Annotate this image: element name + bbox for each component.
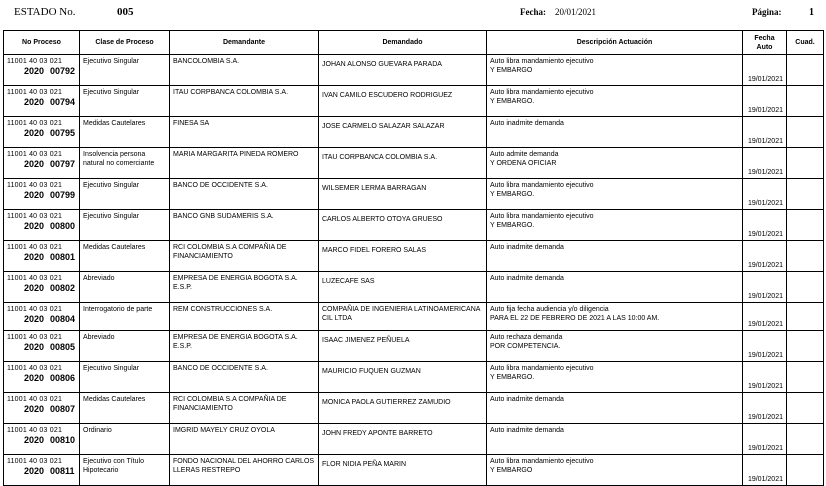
clase-text: Ejecutivo Singular [83, 365, 140, 372]
actuacion-line: Auto libra mandamiento ejecutivo [490, 182, 594, 189]
proceso-code: 11001 40 03 021 [7, 396, 63, 403]
cell-no-proceso [4, 148, 80, 179]
proceso-number [7, 342, 79, 353]
proceso-num: 00811 [50, 466, 75, 476]
actuacion-line: Y EMBARGO. [490, 222, 535, 229]
demandado-text: ITAU CORPBANCA COLOMBIA S.A. [322, 154, 438, 161]
demandado-text: FLOR NIDIA PEÑA MARIN [322, 461, 407, 468]
clase-text: Medidas Cautelares [83, 396, 146, 403]
cell-demandante [170, 393, 319, 424]
actuacion-line: Auto libra mandamiento ejecutivo [490, 213, 594, 220]
proceso-year: 2020 [24, 128, 45, 138]
cell-fecha-auto [743, 210, 787, 241]
cell-clase [80, 303, 170, 331]
proceso-year: 2020 [24, 66, 45, 76]
proceso-year: 2020 [24, 190, 45, 200]
proceso-year: 2020 [24, 97, 45, 107]
proceso-number [7, 159, 79, 170]
proceso-year: 2020 [24, 342, 45, 352]
proceso-num: 00800 [50, 221, 76, 231]
cell-cuad [787, 362, 824, 393]
cell-descripcion [487, 393, 743, 424]
proceso-year: 2020 [24, 435, 45, 445]
cell-demandado [319, 455, 487, 486]
clase-text: Ejecutivo Singular [83, 89, 140, 96]
proceso-num: 00795 [50, 128, 76, 138]
clase-text: Ejecutivo con Título Hipotecario [83, 458, 144, 474]
proceso-num: 00805 [50, 342, 76, 352]
cell-fecha-auto [743, 331, 787, 362]
estado-number: 005 [117, 6, 134, 18]
actuacion-line: Y EMBARGO [490, 67, 533, 74]
proceso-num: 00810 [50, 435, 76, 445]
clase-text: Ejecutivo Singular [83, 213, 140, 220]
proceso-num: 00802 [50, 283, 76, 293]
cell-fecha-auto [743, 179, 787, 210]
cell-no-proceso [4, 86, 80, 117]
cell-no-proceso [4, 179, 80, 210]
cell-demandante [170, 148, 319, 179]
proceso-num: 00801 [50, 252, 76, 262]
proceso-number [7, 221, 79, 232]
cell-cuad [787, 424, 824, 455]
proceso-code: 11001 40 03 021 [7, 306, 63, 313]
proceso-number [7, 314, 79, 325]
actuacion-line: Y ORDENA OFICIAR [490, 160, 557, 167]
cell-no-proceso [4, 393, 80, 424]
col-clase: Clase de Proceso [80, 31, 170, 55]
cell-fecha-auto [743, 362, 787, 393]
cell-demandante [170, 179, 319, 210]
cell-fecha-auto [743, 148, 787, 179]
cell-demandado [319, 148, 487, 179]
proceso-code: 11001 40 03 021 [7, 213, 63, 220]
col-fecha-l2: Auto [756, 43, 773, 51]
proceso-code: 11001 40 03 021 [7, 275, 63, 282]
clase-text: Ejecutivo Singular [83, 58, 140, 65]
proceso-number [7, 466, 79, 477]
proceso-code: 11001 40 03 021 [7, 58, 63, 65]
cell-no-proceso [4, 55, 80, 86]
actuacion-line: Auto libra mandamiento ejecutivo [490, 458, 594, 465]
cell-fecha-auto [743, 241, 787, 272]
actuacion-line: POR COMPETENCIA. [490, 343, 561, 350]
proceso-year: 2020 [24, 314, 45, 324]
fecha-auto-text: 19/01/2021 [747, 476, 783, 483]
actuacion-line: Y EMBARGO. [490, 191, 535, 198]
cell-descripcion [487, 455, 743, 486]
demandante-text: FONDO NACIONAL DEL AHORRO CARLOS LLERAS RESTREPO [173, 458, 315, 474]
cell-no-proceso [4, 241, 80, 272]
demandante-text: BANCO GNB SUDAMERIS S.A. [173, 213, 274, 220]
table-row [4, 303, 824, 331]
cell-clase [80, 272, 170, 303]
demandado-text: MONICA PAOLA GUTIERREZ ZAMUDIO [322, 399, 451, 406]
cell-clase [80, 148, 170, 179]
table-row [4, 362, 824, 393]
proceso-number [7, 283, 79, 294]
proceso-code: 11001 40 03 021 [7, 365, 63, 372]
cell-demandante [170, 331, 319, 362]
cell-no-proceso [4, 331, 80, 362]
demandado-text: CARLOS ALBERTO OTOYA GRUESO [322, 216, 443, 223]
demandante-text: EMPRESA DE ENERGIA BOGOTA S.A. E.S.P. [173, 334, 298, 350]
fecha-auto-text: 19/01/2021 [747, 293, 783, 300]
cell-demandado [319, 241, 487, 272]
actuacion-line: Auto libra mandamiento ejecutivo [490, 58, 594, 65]
demandante-text: MARIA MARGARITA PINEDA ROMERO [173, 151, 299, 158]
cell-demandado [319, 210, 487, 241]
cell-descripcion [487, 86, 743, 117]
clase-text: Abreviado [83, 275, 115, 282]
cell-descripcion [487, 303, 743, 331]
table-row [4, 424, 824, 455]
proceso-code: 11001 40 03 021 [7, 244, 63, 251]
cell-no-proceso [4, 455, 80, 486]
cell-cuad [787, 117, 824, 148]
cell-fecha-auto [743, 303, 787, 331]
cell-descripcion [487, 272, 743, 303]
proceso-num: 00807 [50, 404, 76, 414]
demandante-text: RCI COLOMBIA S.A COMPAÑIA DE FINANCIAMIENTO [173, 396, 287, 412]
cell-clase [80, 455, 170, 486]
fecha-auto-text: 19/01/2021 [747, 169, 783, 176]
cell-descripcion [487, 241, 743, 272]
cell-no-proceso [4, 117, 80, 148]
pagina-label: Página: [752, 7, 782, 17]
clase-text: Abreviado [83, 334, 115, 341]
table-row [4, 331, 824, 362]
demandante-text: ITAU CORPBANCA COLOMBIA S.A. [173, 89, 289, 96]
pagina-value: 1 [809, 7, 814, 18]
demandado-text: JOHN FREDY APONTE BARRETO [322, 430, 433, 437]
cell-descripcion [487, 55, 743, 86]
cell-clase [80, 424, 170, 455]
demandante-text: BANCOLOMBIA S.A. [173, 58, 240, 65]
proceso-year: 2020 [24, 404, 45, 414]
demandante-text: IMGRID MAYELY CRUZ OYOLA [173, 427, 275, 434]
estado-table [3, 30, 824, 486]
actuacion-line: Auto admite demanda [490, 151, 559, 158]
col-demandado: Demandado [319, 31, 487, 55]
fecha-auto-text: 19/01/2021 [747, 414, 783, 421]
col-fecha-auto [743, 31, 787, 55]
cell-descripcion [487, 117, 743, 148]
proceso-code: 11001 40 03 021 [7, 182, 63, 189]
cell-fecha-auto [743, 86, 787, 117]
cell-demandante [170, 272, 319, 303]
cell-fecha-auto [743, 455, 787, 486]
cell-clase [80, 393, 170, 424]
demandante-text: FINESA SA [173, 120, 210, 127]
cell-no-proceso [4, 424, 80, 455]
proceso-number [7, 66, 79, 77]
cell-cuad [787, 303, 824, 331]
fecha-value: 20/01/2021 [555, 7, 597, 17]
cell-demandante [170, 117, 319, 148]
cell-clase [80, 241, 170, 272]
cell-descripcion [487, 179, 743, 210]
demandado-text: IVAN CAMILO ESCUDERO RODRIGUEZ [322, 92, 453, 99]
fecha-auto-text: 19/01/2021 [747, 445, 783, 452]
fecha-auto-text: 19/01/2021 [747, 383, 783, 390]
actuacion-line: Auto fija fecha audiencia y/o diligencia [490, 306, 609, 313]
cell-clase [80, 331, 170, 362]
actuacion-line: Auto rechaza demanda [490, 334, 563, 341]
demandado-text: MAURICIO FUQUEN GUZMAN [322, 368, 421, 375]
cell-demandado [319, 303, 487, 331]
proceso-number [7, 128, 79, 139]
cell-fecha-auto [743, 272, 787, 303]
table-header-row [4, 31, 824, 55]
cell-clase [80, 117, 170, 148]
proceso-number [7, 97, 79, 108]
proceso-number [7, 435, 79, 446]
demandado-text: JOHAN ALONSO GUEVARA PARADA [322, 61, 442, 68]
cell-no-proceso [4, 303, 80, 331]
cell-fecha-auto [743, 117, 787, 148]
demandante-text: EMPRESA DE ENERGIA BOGOTA S.A. E.S.P. [173, 275, 298, 291]
cell-descripcion [487, 424, 743, 455]
cell-descripcion [487, 362, 743, 393]
proceso-num: 00806 [50, 373, 76, 383]
cell-demandado [319, 179, 487, 210]
cell-cuad [787, 455, 824, 486]
cell-demandante [170, 455, 319, 486]
cell-cuad [787, 210, 824, 241]
cell-cuad [787, 241, 824, 272]
table-row [4, 272, 824, 303]
fecha-auto-text: 19/01/2021 [747, 138, 783, 145]
cell-cuad [787, 272, 824, 303]
proceso-year: 2020 [24, 373, 45, 383]
table-row [4, 241, 824, 272]
proceso-year: 2020 [24, 221, 45, 231]
actuacion-line: Y EMBARGO. [490, 98, 535, 105]
cell-cuad [787, 393, 824, 424]
demandante-text: BANCO DE OCCIDENTE S.A. [173, 182, 268, 189]
table-row [4, 55, 824, 86]
cell-demandado [319, 362, 487, 393]
actuacion-line: Auto inadmite demanda [490, 396, 564, 403]
table-row [4, 210, 824, 241]
proceso-code: 11001 40 03 021 [7, 89, 63, 96]
table-row [4, 393, 824, 424]
cell-demandante [170, 362, 319, 393]
table-row [4, 117, 824, 148]
cell-cuad [787, 148, 824, 179]
cell-demandante [170, 55, 319, 86]
proceso-year: 2020 [24, 252, 45, 262]
cell-demandado [319, 55, 487, 86]
cell-demandante [170, 424, 319, 455]
proceso-num: 00799 [50, 190, 76, 200]
actuacion-line: Auto inadmite demanda [490, 244, 564, 251]
cell-demandado [319, 424, 487, 455]
actuacion-line: Y EMBARGO. [490, 374, 535, 381]
cell-demandado [319, 393, 487, 424]
cell-fecha-auto [743, 424, 787, 455]
table-row [4, 86, 824, 117]
table-row [4, 179, 824, 210]
cell-descripcion [487, 148, 743, 179]
fecha-label: Fecha: [520, 7, 546, 17]
clase-text: Ordinario [83, 427, 112, 434]
fecha-auto-text: 19/01/2021 [747, 321, 783, 328]
proceso-code: 11001 40 03 021 [7, 151, 63, 158]
cell-no-proceso [4, 210, 80, 241]
cell-demandante [170, 86, 319, 117]
cell-demandado [319, 272, 487, 303]
cell-demandado [319, 117, 487, 148]
demandado-text: LUZECAFE SAS [322, 278, 375, 285]
demandado-text: ISAAC JIMENEZ PEÑUELA [322, 337, 410, 344]
demandante-text: REM CONSTRUCCIONES S.A. [173, 306, 273, 313]
clase-text: Medidas Cautelares [83, 120, 146, 127]
col-fecha-l1: Fecha [754, 34, 775, 42]
col-demandante: Demandante [170, 31, 319, 55]
cell-cuad [787, 55, 824, 86]
actuacion-line: Auto inadmite demanda [490, 427, 564, 434]
proceso-code: 11001 40 03 021 [7, 334, 63, 341]
fecha-auto-text: 19/01/2021 [747, 107, 783, 114]
proceso-year: 2020 [24, 159, 45, 169]
cell-cuad [787, 179, 824, 210]
actuacion-line: Y EMBARGO [490, 467, 533, 474]
cell-clase [80, 362, 170, 393]
demandado-text: JOSE CARMELO SALAZAR SALAZAR [322, 123, 445, 130]
proceso-number [7, 190, 79, 201]
proceso-number [7, 373, 79, 384]
fecha-auto-text: 19/01/2021 [747, 352, 783, 359]
fecha-auto-text: 19/01/2021 [747, 262, 783, 269]
clase-text: Medidas Cautelares [83, 244, 146, 251]
col-descripcion: Descripción Actuación [487, 31, 743, 55]
cell-clase [80, 86, 170, 117]
proceso-code: 11001 40 03 021 [7, 458, 63, 465]
cell-fecha-auto [743, 55, 787, 86]
cell-demandante [170, 241, 319, 272]
cell-fecha-auto [743, 393, 787, 424]
actuacion-line: Auto inadmite demanda [490, 120, 564, 127]
estado-label: ESTADO No. [14, 6, 76, 18]
cell-clase [80, 210, 170, 241]
proceso-number [7, 252, 79, 263]
table-row [4, 455, 824, 486]
document-header [0, 0, 826, 28]
actuacion-line: Auto libra mandamiento ejecutivo [490, 365, 594, 372]
clase-text: Ejecutivo Singular [83, 182, 140, 189]
actuacion-line: PARA EL 22 DE FEBRERO DE 2021 A LAS 10:00 AM. [490, 315, 660, 322]
col-cuad: Cuad. [787, 31, 824, 55]
cell-clase [80, 179, 170, 210]
fecha-auto-text: 19/01/2021 [747, 231, 783, 238]
clase-text: Insolvencia persona natural no comerciante [83, 151, 155, 167]
proceso-year: 2020 [24, 466, 45, 476]
demandante-text: BANCO DE OCCIDENTE S.A. [173, 365, 268, 372]
cell-demandante [170, 210, 319, 241]
cell-demandado [319, 86, 487, 117]
cell-clase [80, 55, 170, 86]
actuacion-line: Auto inadmite demanda [490, 275, 564, 282]
clase-text: Interrogatorio de parte [83, 306, 153, 313]
actuacion-line: Auto libra mandamiento ejecutivo [490, 89, 594, 96]
demandado-text: COMPAÑIA DE INGENIERIA LATINOAMERICANA CIL LTDA [322, 306, 481, 322]
cell-demandante [170, 303, 319, 331]
demandado-text: MARCO FIDEL FORERO SALAS [322, 247, 426, 254]
cell-no-proceso [4, 362, 80, 393]
table-row [4, 148, 824, 179]
col-no-proceso: No Proceso [4, 31, 80, 55]
demandado-text: WILSEMER LERMA BARRAGAN [322, 185, 427, 192]
cell-descripcion [487, 210, 743, 241]
proceso-year: 2020 [24, 283, 45, 293]
cell-descripcion [487, 331, 743, 362]
cell-no-proceso [4, 272, 80, 303]
fecha-auto-text: 19/01/2021 [747, 200, 783, 207]
proceso-code: 11001 40 03 021 [7, 120, 63, 127]
proceso-number [7, 404, 79, 415]
proceso-num: 00794 [50, 97, 76, 107]
cell-demandado [319, 331, 487, 362]
proceso-num: 00792 [50, 66, 76, 76]
proceso-num: 00797 [50, 159, 76, 169]
proceso-code: 11001 40 03 021 [7, 427, 63, 434]
cell-cuad [787, 86, 824, 117]
proceso-num: 00804 [50, 314, 76, 324]
cell-cuad [787, 331, 824, 362]
demandante-text: RCI COLOMBIA S.A COMPAÑIA DE FINANCIAMIENTO [173, 244, 287, 260]
fecha-auto-text: 19/01/2021 [747, 76, 783, 83]
